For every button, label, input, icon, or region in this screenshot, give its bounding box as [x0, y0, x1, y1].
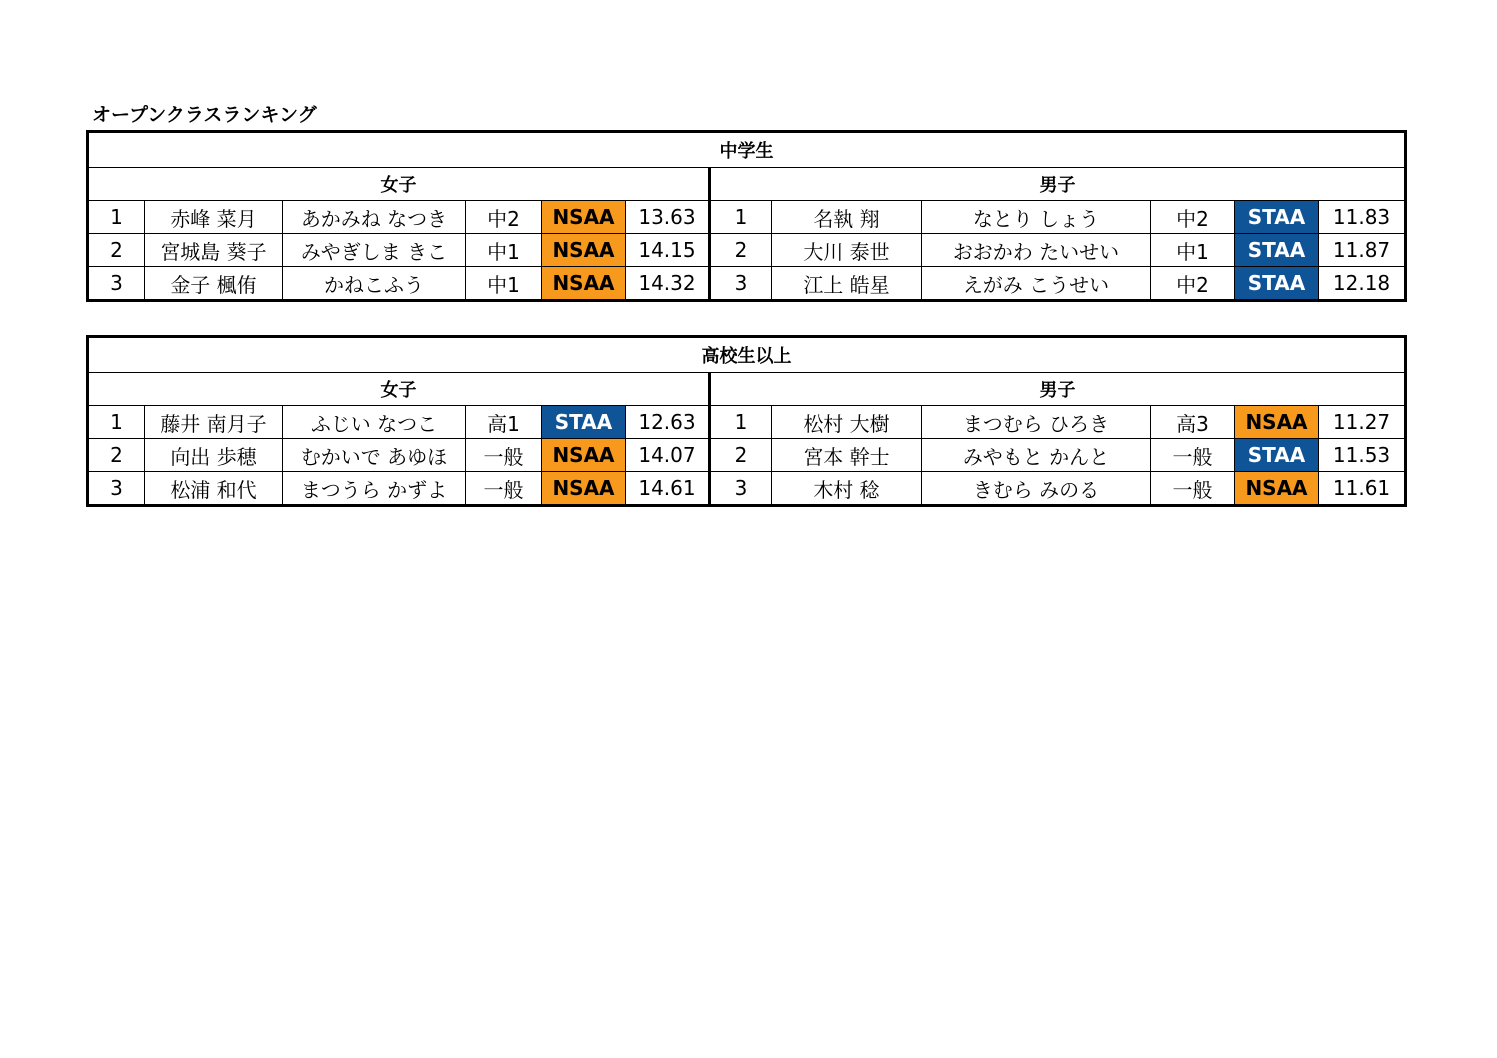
page-title: オープンクラスランキング — [92, 104, 317, 126]
kana-cell: みやぎしま きこ — [283, 234, 466, 267]
kana-cell: まつうら かずよ — [283, 472, 466, 505]
name-cell: 江上 皓星 — [772, 267, 922, 300]
rank-cell: 3 — [89, 267, 145, 300]
time-cell: 14.07 — [626, 439, 710, 472]
girls-header: 女子 — [89, 373, 710, 406]
ranking-table-junior-high — [88, 132, 1405, 300]
kana-cell: きむら みのる — [922, 472, 1151, 505]
table-row — [89, 439, 1405, 472]
kana-cell: おおかわ たいせい — [922, 234, 1151, 267]
boys-header: 男子 — [710, 168, 1405, 201]
grade-cell: 中1 — [466, 267, 542, 300]
table-row — [89, 234, 1405, 267]
kana-cell: まつむら ひろき — [922, 406, 1151, 439]
rank-cell: 1 — [710, 406, 772, 439]
table-row — [89, 406, 1405, 439]
team-badge: NSAA — [542, 267, 626, 300]
rank-cell: 1 — [710, 201, 772, 234]
time-cell: 14.32 — [626, 267, 710, 300]
table-row — [89, 267, 1405, 300]
rank-cell: 2 — [710, 234, 772, 267]
grade-cell: 一般 — [466, 439, 542, 472]
team-badge: STAA — [1235, 439, 1319, 472]
team-badge: NSAA — [542, 472, 626, 505]
section-title: 高校生以上 — [89, 338, 1405, 373]
name-cell: 名執 翔 — [772, 201, 922, 234]
kana-cell: かねこふう — [283, 267, 466, 300]
team-badge: NSAA — [542, 201, 626, 234]
name-cell: 宮城島 葵子 — [145, 234, 283, 267]
kana-cell: あかみね なつき — [283, 201, 466, 234]
time-cell: 13.63 — [626, 201, 710, 234]
table-row — [89, 472, 1405, 505]
grade-cell: 中1 — [1151, 234, 1235, 267]
rank-cell: 3 — [710, 267, 772, 300]
time-cell: 11.27 — [1319, 406, 1405, 439]
grade-cell: 中1 — [466, 234, 542, 267]
kana-cell: ふじい なつこ — [283, 406, 466, 439]
kana-cell: えがみ こうせい — [922, 267, 1151, 300]
grade-cell: 中2 — [1151, 267, 1235, 300]
section-title: 中学生 — [89, 133, 1405, 168]
rank-cell: 1 — [89, 201, 145, 234]
rank-cell: 3 — [710, 472, 772, 505]
team-badge: NSAA — [542, 439, 626, 472]
time-cell: 11.83 — [1319, 201, 1405, 234]
team-badge: STAA — [1235, 234, 1319, 267]
name-cell: 大川 泰世 — [772, 234, 922, 267]
name-cell: 赤峰 菜月 — [145, 201, 283, 234]
name-cell: 松村 大樹 — [772, 406, 922, 439]
name-cell: 金子 楓侑 — [145, 267, 283, 300]
girls-header: 女子 — [89, 168, 710, 201]
team-badge: NSAA — [1235, 406, 1319, 439]
table-row — [89, 201, 1405, 234]
grade-cell: 一般 — [1151, 472, 1235, 505]
grade-cell: 中2 — [466, 201, 542, 234]
team-badge: NSAA — [1235, 472, 1319, 505]
grade-cell: 一般 — [1151, 439, 1235, 472]
name-cell: 藤井 南月子 — [145, 406, 283, 439]
rank-cell: 3 — [89, 472, 145, 505]
boys-header: 男子 — [710, 373, 1405, 406]
rank-cell: 2 — [89, 234, 145, 267]
time-cell: 12.18 — [1319, 267, 1405, 300]
name-cell: 向出 歩穂 — [145, 439, 283, 472]
kana-cell: みやもと かんと — [922, 439, 1151, 472]
time-cell: 12.63 — [626, 406, 710, 439]
time-cell: 11.61 — [1319, 472, 1405, 505]
time-cell: 14.61 — [626, 472, 710, 505]
team-badge: STAA — [1235, 201, 1319, 234]
rank-cell: 2 — [710, 439, 772, 472]
grade-cell: 一般 — [466, 472, 542, 505]
ranking-table-high-school-and-above — [88, 337, 1405, 505]
name-cell: 木村 稔 — [772, 472, 922, 505]
name-cell: 松浦 和代 — [145, 472, 283, 505]
rank-cell: 1 — [89, 406, 145, 439]
grade-cell: 高1 — [466, 406, 542, 439]
time-cell: 11.87 — [1319, 234, 1405, 267]
kana-cell: むかいで あゆほ — [283, 439, 466, 472]
time-cell: 11.53 — [1319, 439, 1405, 472]
rank-cell: 2 — [89, 439, 145, 472]
team-badge: STAA — [1235, 267, 1319, 300]
kana-cell: なとり しょう — [922, 201, 1151, 234]
time-cell: 14.15 — [626, 234, 710, 267]
name-cell: 宮本 幹士 — [772, 439, 922, 472]
team-badge: STAA — [542, 406, 626, 439]
grade-cell: 高3 — [1151, 406, 1235, 439]
grade-cell: 中2 — [1151, 201, 1235, 234]
team-badge: NSAA — [542, 234, 626, 267]
